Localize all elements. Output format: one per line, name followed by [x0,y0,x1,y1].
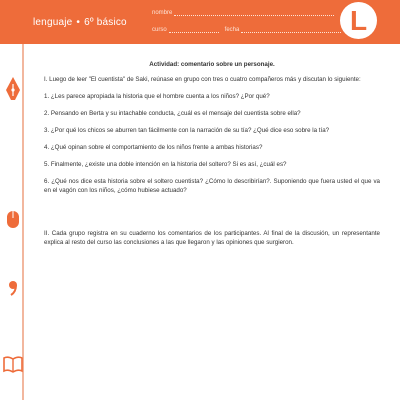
question-1: 1. ¿Les parece apropiada la historia que el hombre cuenta a los niños? ¿Por qué? [44,93,270,100]
date-field-line [241,26,341,33]
spacer [44,203,380,225]
instructions-paragraph: I. Luego de leer "El cuentista" de Saki, reúnase en grupo con tres o cuatro compañeros más y discutan lo siguiente: [44,76,361,83]
date-field-label: fecha [224,27,240,33]
pen-nib-icon [4,76,22,102]
grade-label: 6º básico [84,17,127,28]
name-field-line [174,9,334,16]
activity-title: Actividad: comentario sobre un personaje. [149,61,275,68]
comma-icon [8,280,18,296]
course-field-line [169,26,219,33]
book-icon [3,354,23,374]
mouse-icon [6,209,20,229]
name-field-label: nombre [152,10,173,16]
question-5: 5. Finalmente, ¿existe una doble intención en la historia del soltero? Si es así, ¿cuál es? [44,161,287,168]
question-2: 2. Pensando en Berta y su intachable conducta, ¿cuál es el mensaje del cuentista sobre ella? [44,110,301,117]
question-4: 4. ¿Qué opinan sobre el comportamiento de los niños frente a ambas historias? [44,144,263,151]
subject-badge [340,2,377,39]
question-3: 3. ¿Por qué los chicos se aburren tan fácilmente con la narración de su tía? ¿Qué dice eso sobre la tía? [44,127,330,134]
subject-label [33,17,127,28]
worksheet-body [44,60,380,255]
course-date-field[interactable] [152,26,341,33]
margin-rule [22,44,24,400]
badge-letter: L [349,4,368,36]
subject-name: lenguaje [33,17,73,28]
question-6: 6. ¿Qué nos dice esta historia sobre el soltero cuentista? ¿Cómo lo describirían?. Suponiendo que fuera usted el que va en el vagón con los niños, ¿cómo hubiese actuado? [44,178,380,194]
section-two-paragraph: II. Cada grupo registra en su cuaderno los comentarios de los participantes. Al final de la discusión, un representante explica al resto del curso las conclusiones a las que llegaron y las opiniones que surgieron. [44,230,380,246]
left-margin [0,44,28,400]
course-field-label: curso [152,27,167,33]
page-header [0,0,400,44]
name-field[interactable] [152,9,334,16]
separator-dot: • [76,17,81,28]
